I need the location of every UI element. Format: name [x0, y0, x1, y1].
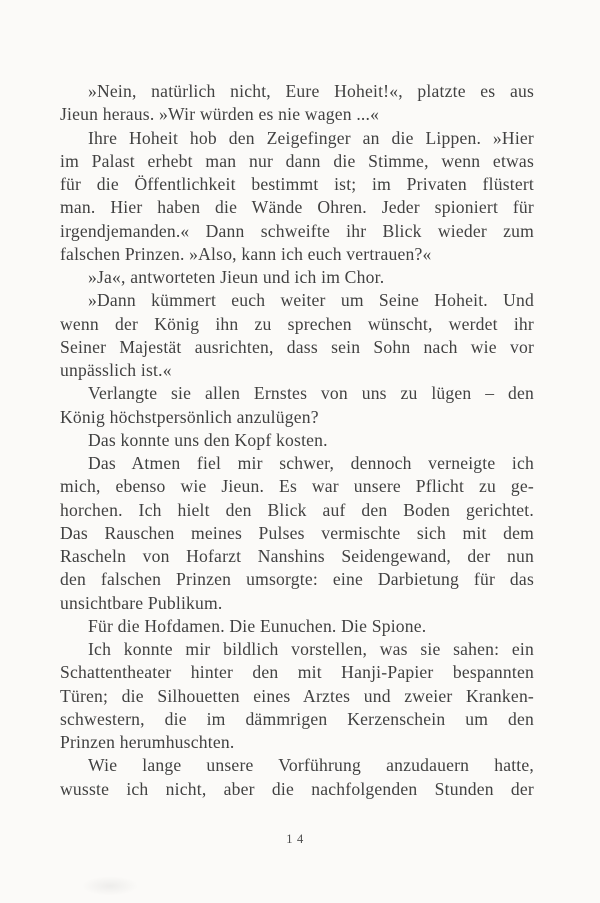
text-line: man. Hier haben die Wände Ohren. Jeder spioniert für: [60, 197, 534, 218]
text-line: Das Rauschen meines Pulses vermischte sich mit dem: [60, 522, 534, 543]
text-line: Das konnte uns den Kopf kosten.: [88, 429, 328, 450]
text-line: Prinzen herumhuschten.: [60, 732, 235, 752]
text-line: Rascheln von Hofarzt Nanshins Seidengewand, der nun: [60, 546, 534, 566]
text-line: horchen. Ich hielt den Blick auf den Boden gerichtet.: [60, 499, 534, 520]
text-line: Schattentheater hinter den mit Hanji-Papier bespannten: [60, 662, 534, 683]
text-line: Ich konnte mir bildlich vorstellen, was sie sahen: ein: [88, 639, 534, 659]
text-line: wenn der König ihn zu sprechen wünscht, werdet ihr: [60, 313, 534, 334]
text-line: im Palast erhebt man nur dann die Stimme, wenn etwas: [60, 150, 534, 171]
text-line: »Ja«, antworteten Jieun und ich im Chor.: [88, 267, 385, 287]
text-line: irgendjemanden.« Dann schweifte ihr Blick wieder zum: [60, 220, 534, 241]
text-line: schwestern, die im dämmrigen Kerzenschein um den: [60, 708, 534, 729]
text-line: Ihre Hoheit hob den Zeigefinger an die Lippen. »Hier: [88, 127, 534, 148]
text-line: Türen; die Silhouetten eines Arztes und zweier Kranken-: [60, 685, 534, 706]
text-line: »Nein, natürlich nicht, Eure Hoheit!«, platzte es aus: [88, 81, 534, 101]
text-line: unpässlich ist.«: [60, 360, 172, 380]
text-line: Verlangte sie allen Ernstes von uns zu lügen – den: [88, 383, 534, 404]
text-line: den falschen Prinzen umsorgte: eine Darbietung für das: [60, 569, 534, 590]
text-line: falschen Prinzen. »Also, kann ich euch vertrauen?«: [60, 243, 432, 264]
text-line: für die Öffentlichkeit bestimmt ist; im Privaten flüstert: [60, 174, 534, 194]
text-line: »Dann kümmert euch weiter um Seine Hoheit. Und: [88, 290, 534, 311]
text-line: wusste ich nicht, aber die nachfolgenden Stunden der: [60, 778, 534, 799]
page-number: 14: [286, 832, 308, 846]
text-line: mich, ebenso wie Jieun. Es war unsere Pflicht zu ge-: [60, 476, 534, 497]
text-line: König höchstpersönlich anzulügen?: [60, 406, 319, 427]
text-line: unsichtbare Publikum.: [60, 592, 223, 613]
text-line: Jieun heraus. »Wir würden es nie wagen ...«: [60, 104, 380, 125]
text-line: Für die Hofdamen. Die Eunuchen. Die Spione.: [88, 615, 427, 636]
text-line: Das Atmen fiel mir schwer, dennoch verneigte ich: [88, 453, 534, 473]
page-text-block: [60, 80, 534, 801]
text-line: Seiner Majestät ausrichten, dass sein Sohn nach wie vor: [60, 336, 534, 357]
text-line: Wie lange unsere Vorführung anzudauern hatte,: [88, 755, 534, 776]
